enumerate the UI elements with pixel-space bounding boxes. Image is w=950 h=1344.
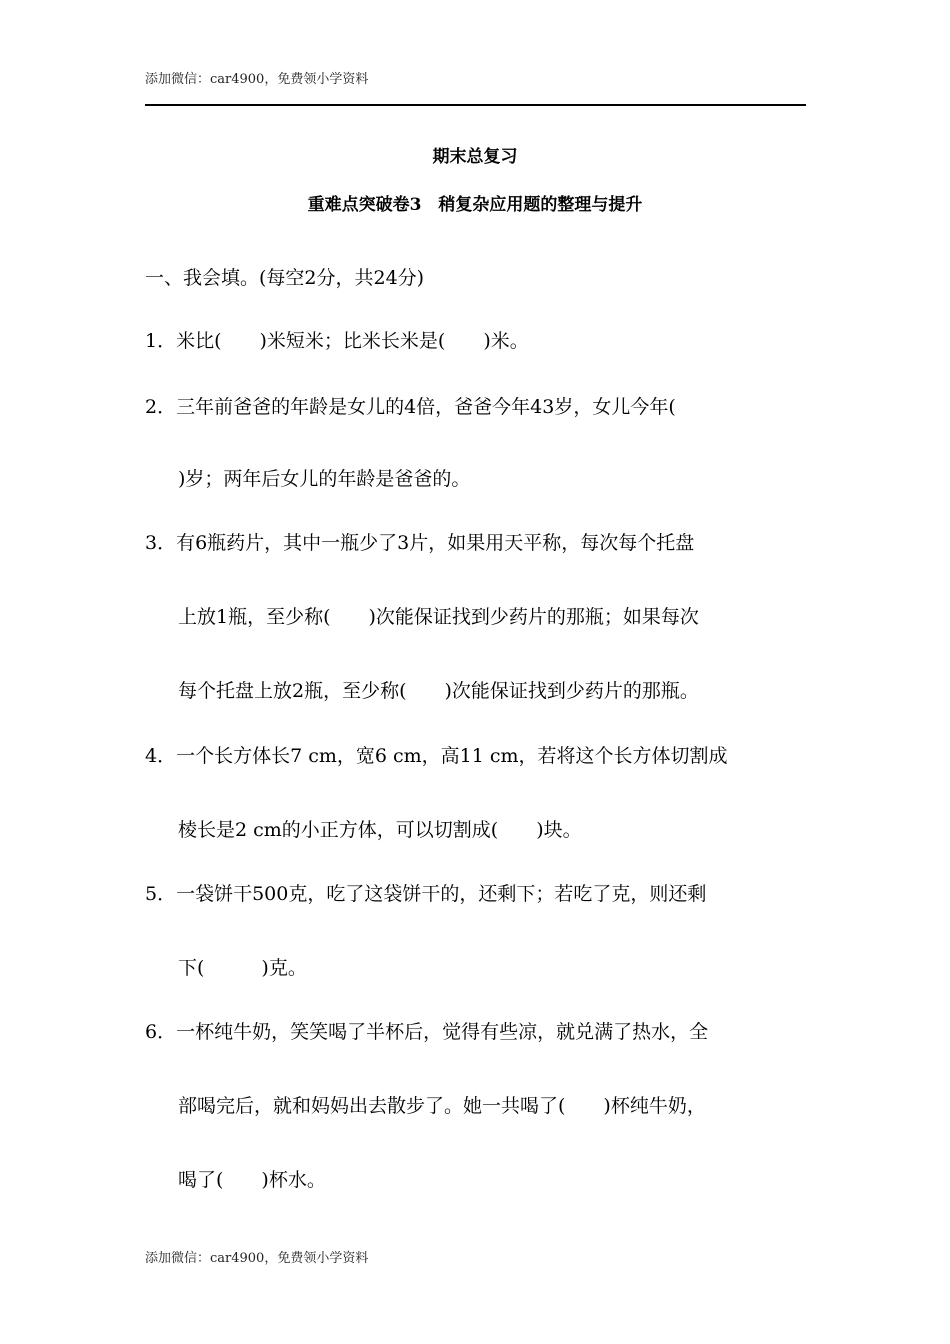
question-line: 6．一杯纯牛奶，笑笑喝了半杯后，觉得有些凉，就兑满了热水，全 [145,1021,709,1043]
question-line: 4．一个长方体长7 cm，宽6 cm，高11 cm，若将这个长方体切割成 [145,745,728,767]
section-heading: 一、我会填。(每空2分，共24分) [145,267,425,289]
question-line: 部喝完后，就和妈妈出去散步了。她一共喝了( )杯纯牛奶， [178,1095,706,1117]
question-line: 5．一袋饼干500克，吃了这袋饼干的，还剩下；若吃了克，则还剩 [145,883,707,905]
question-line: )岁；两年后女儿的年龄是爸爸的。 [178,468,471,490]
page-title: 期末总复习 [432,147,518,167]
question-line: 喝了( )杯水。 [178,1169,326,1191]
question-line: 2．三年前爸爸的年龄是女儿的4倍，爸爸今年43岁，女儿今年( [145,396,676,418]
question-line: 1．米比( )米短米；比米长米是( )米。 [145,330,529,352]
page-subtitle: 重难点突破卷3 稍复杂应用题的整理与提升 [307,195,643,215]
question-line: 每个托盘上放2瓶，至少称( )次能保证找到少药片的那瓶。 [178,680,699,702]
question-line: 下( )克。 [178,957,307,979]
question-line: 棱长是2 cm的小正方体，可以切割成( )块。 [178,819,582,841]
header-note: 添加微信：car4900，免费领小学资料 [145,72,369,87]
question-line: 3．有6瓶药片，其中一瓶少了3片，如果用天平称，每次每个托盘 [145,532,695,554]
footer-note: 添加微信：car4900，免费领小学资料 [145,1251,369,1266]
question-line: 上放1瓶，至少称( )次能保证找到少药片的那瓶；如果每次 [178,606,699,628]
header-divider [145,104,806,106]
